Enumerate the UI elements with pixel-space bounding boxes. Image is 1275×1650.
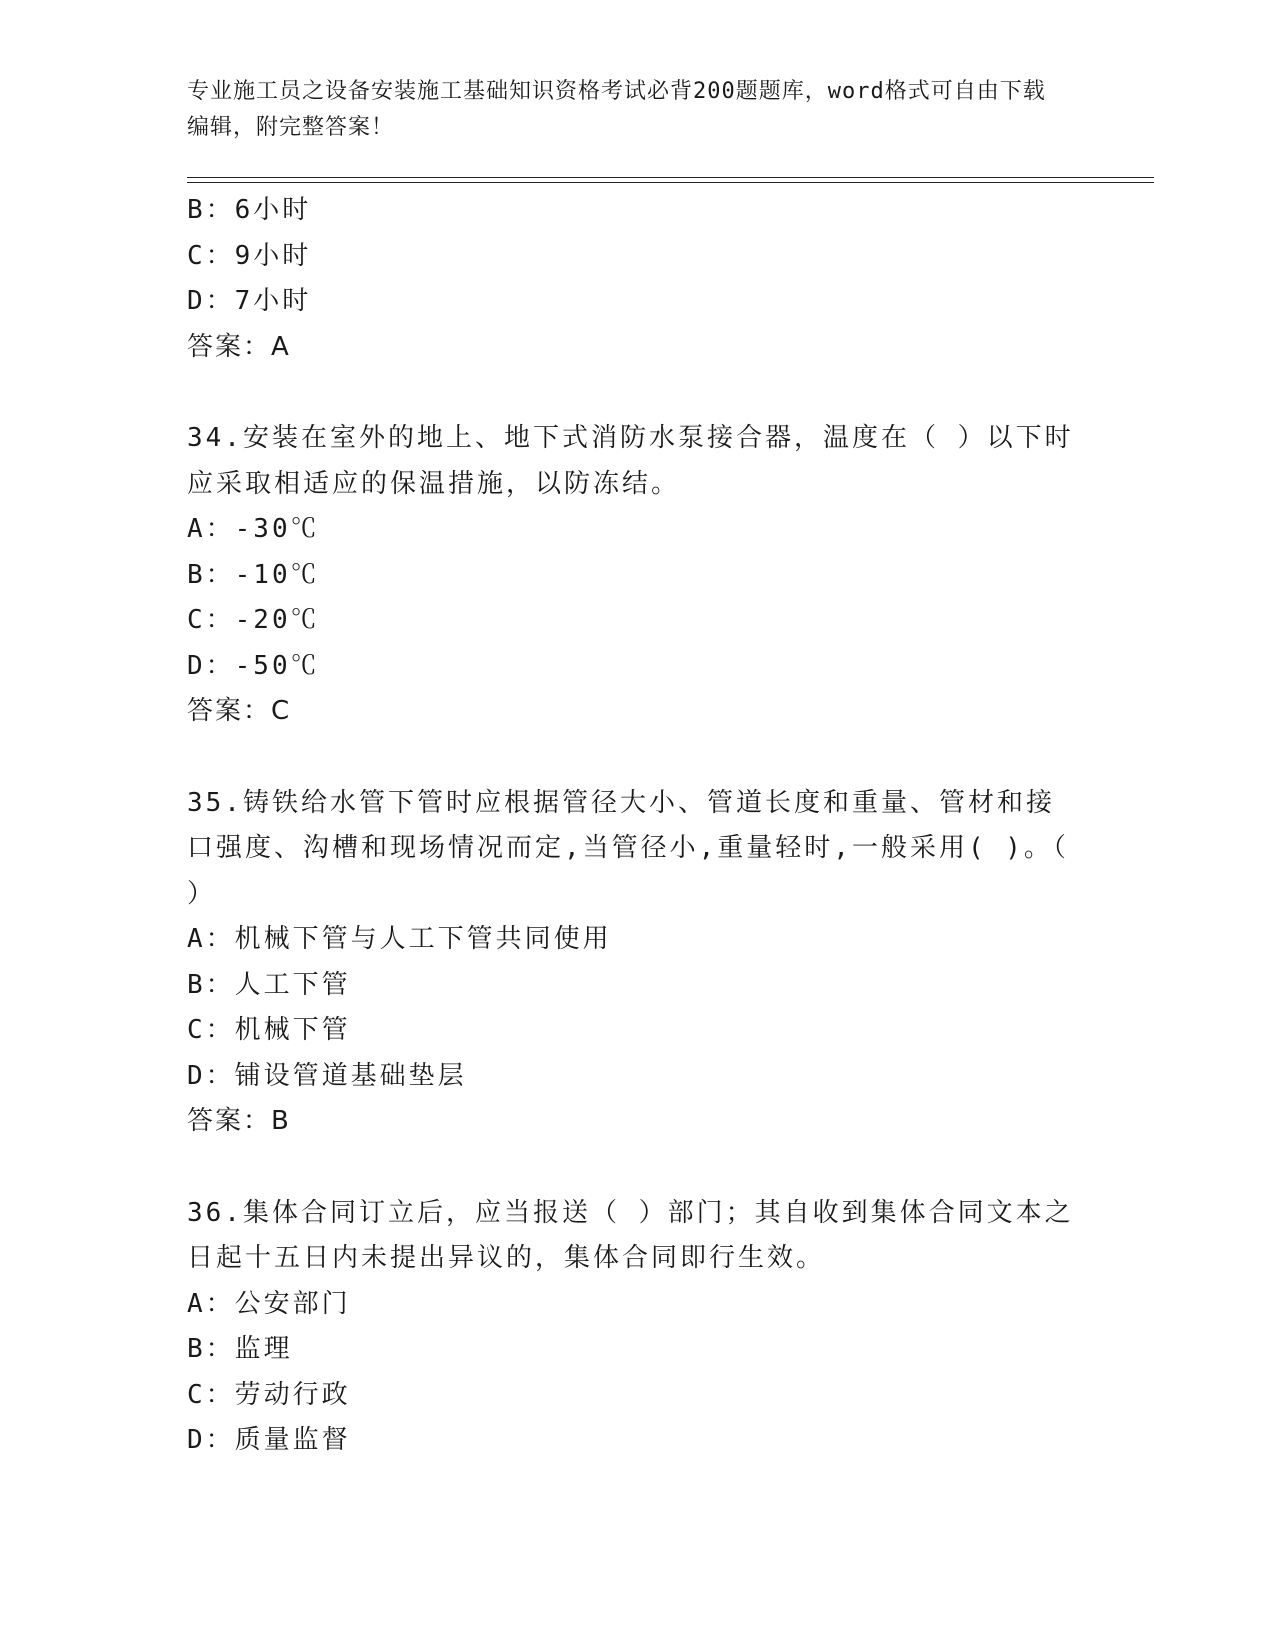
question-text: 36.集体合同订立后，应当报送（ ）部门；其自收到集体合同文本之日起十五日内未提出异议的，集体合同即行生效。 [187,1197,1074,1273]
option-d: D：铺设管道基础垫层 [187,1060,467,1091]
option-b: B：6小时 [187,195,312,225]
document-header [187,74,1067,146]
question-36 [187,1191,1077,1464]
answer-line: 答案：C [187,696,292,726]
question-text: 35.铸铁给水管下管时应根据管径大小、管道长度和重量、管材和接口强度、沟槽和现场情况而定,当管径小,重量轻时,一般采用( )。（ ） [187,787,1069,909]
option-c: C：劳动行政 [187,1379,351,1410]
question-35 [187,781,1077,1145]
option-b: B：监理 [187,1334,293,1364]
option-a: A：公安部门 [187,1288,351,1319]
option-a: A：-30℃ [187,514,320,544]
header-divider-top [187,177,1154,178]
document-title: 专业施工员之设备安装施工基础知识资格考试必背200题题库，word格式可自由下载编辑，附完整答案！ [187,79,1046,140]
option-c: C：-20℃ [187,605,320,635]
question-spacer [187,735,1077,781]
question-list [187,188,1077,1464]
option-c: C：9小时 [187,240,312,271]
option-a: A：机械下管与人工下管共同使用 [187,924,612,954]
question-spacer [187,370,1077,416]
question-spacer [187,1145,1077,1191]
option-b: B：-10℃ [187,559,320,590]
question-33-continuation [187,188,1077,370]
answer-line: 答案：A [187,331,291,362]
option-d: D：-50℃ [187,650,320,681]
question-34 [187,416,1077,735]
option-c: C：机械下管 [187,1015,351,1045]
option-d: D：质量监督 [187,1425,351,1455]
option-d: D：7小时 [187,286,312,316]
question-text: 34.安装在室外的地上、地下式消防水泵接合器，温度在（ ）以下时应采取相适应的保温措施，以防冻结。 [187,423,1074,499]
option-b: B：人工下管 [187,969,351,1000]
answer-line: 答案：B [187,1106,291,1136]
header-divider-bottom [187,182,1154,183]
